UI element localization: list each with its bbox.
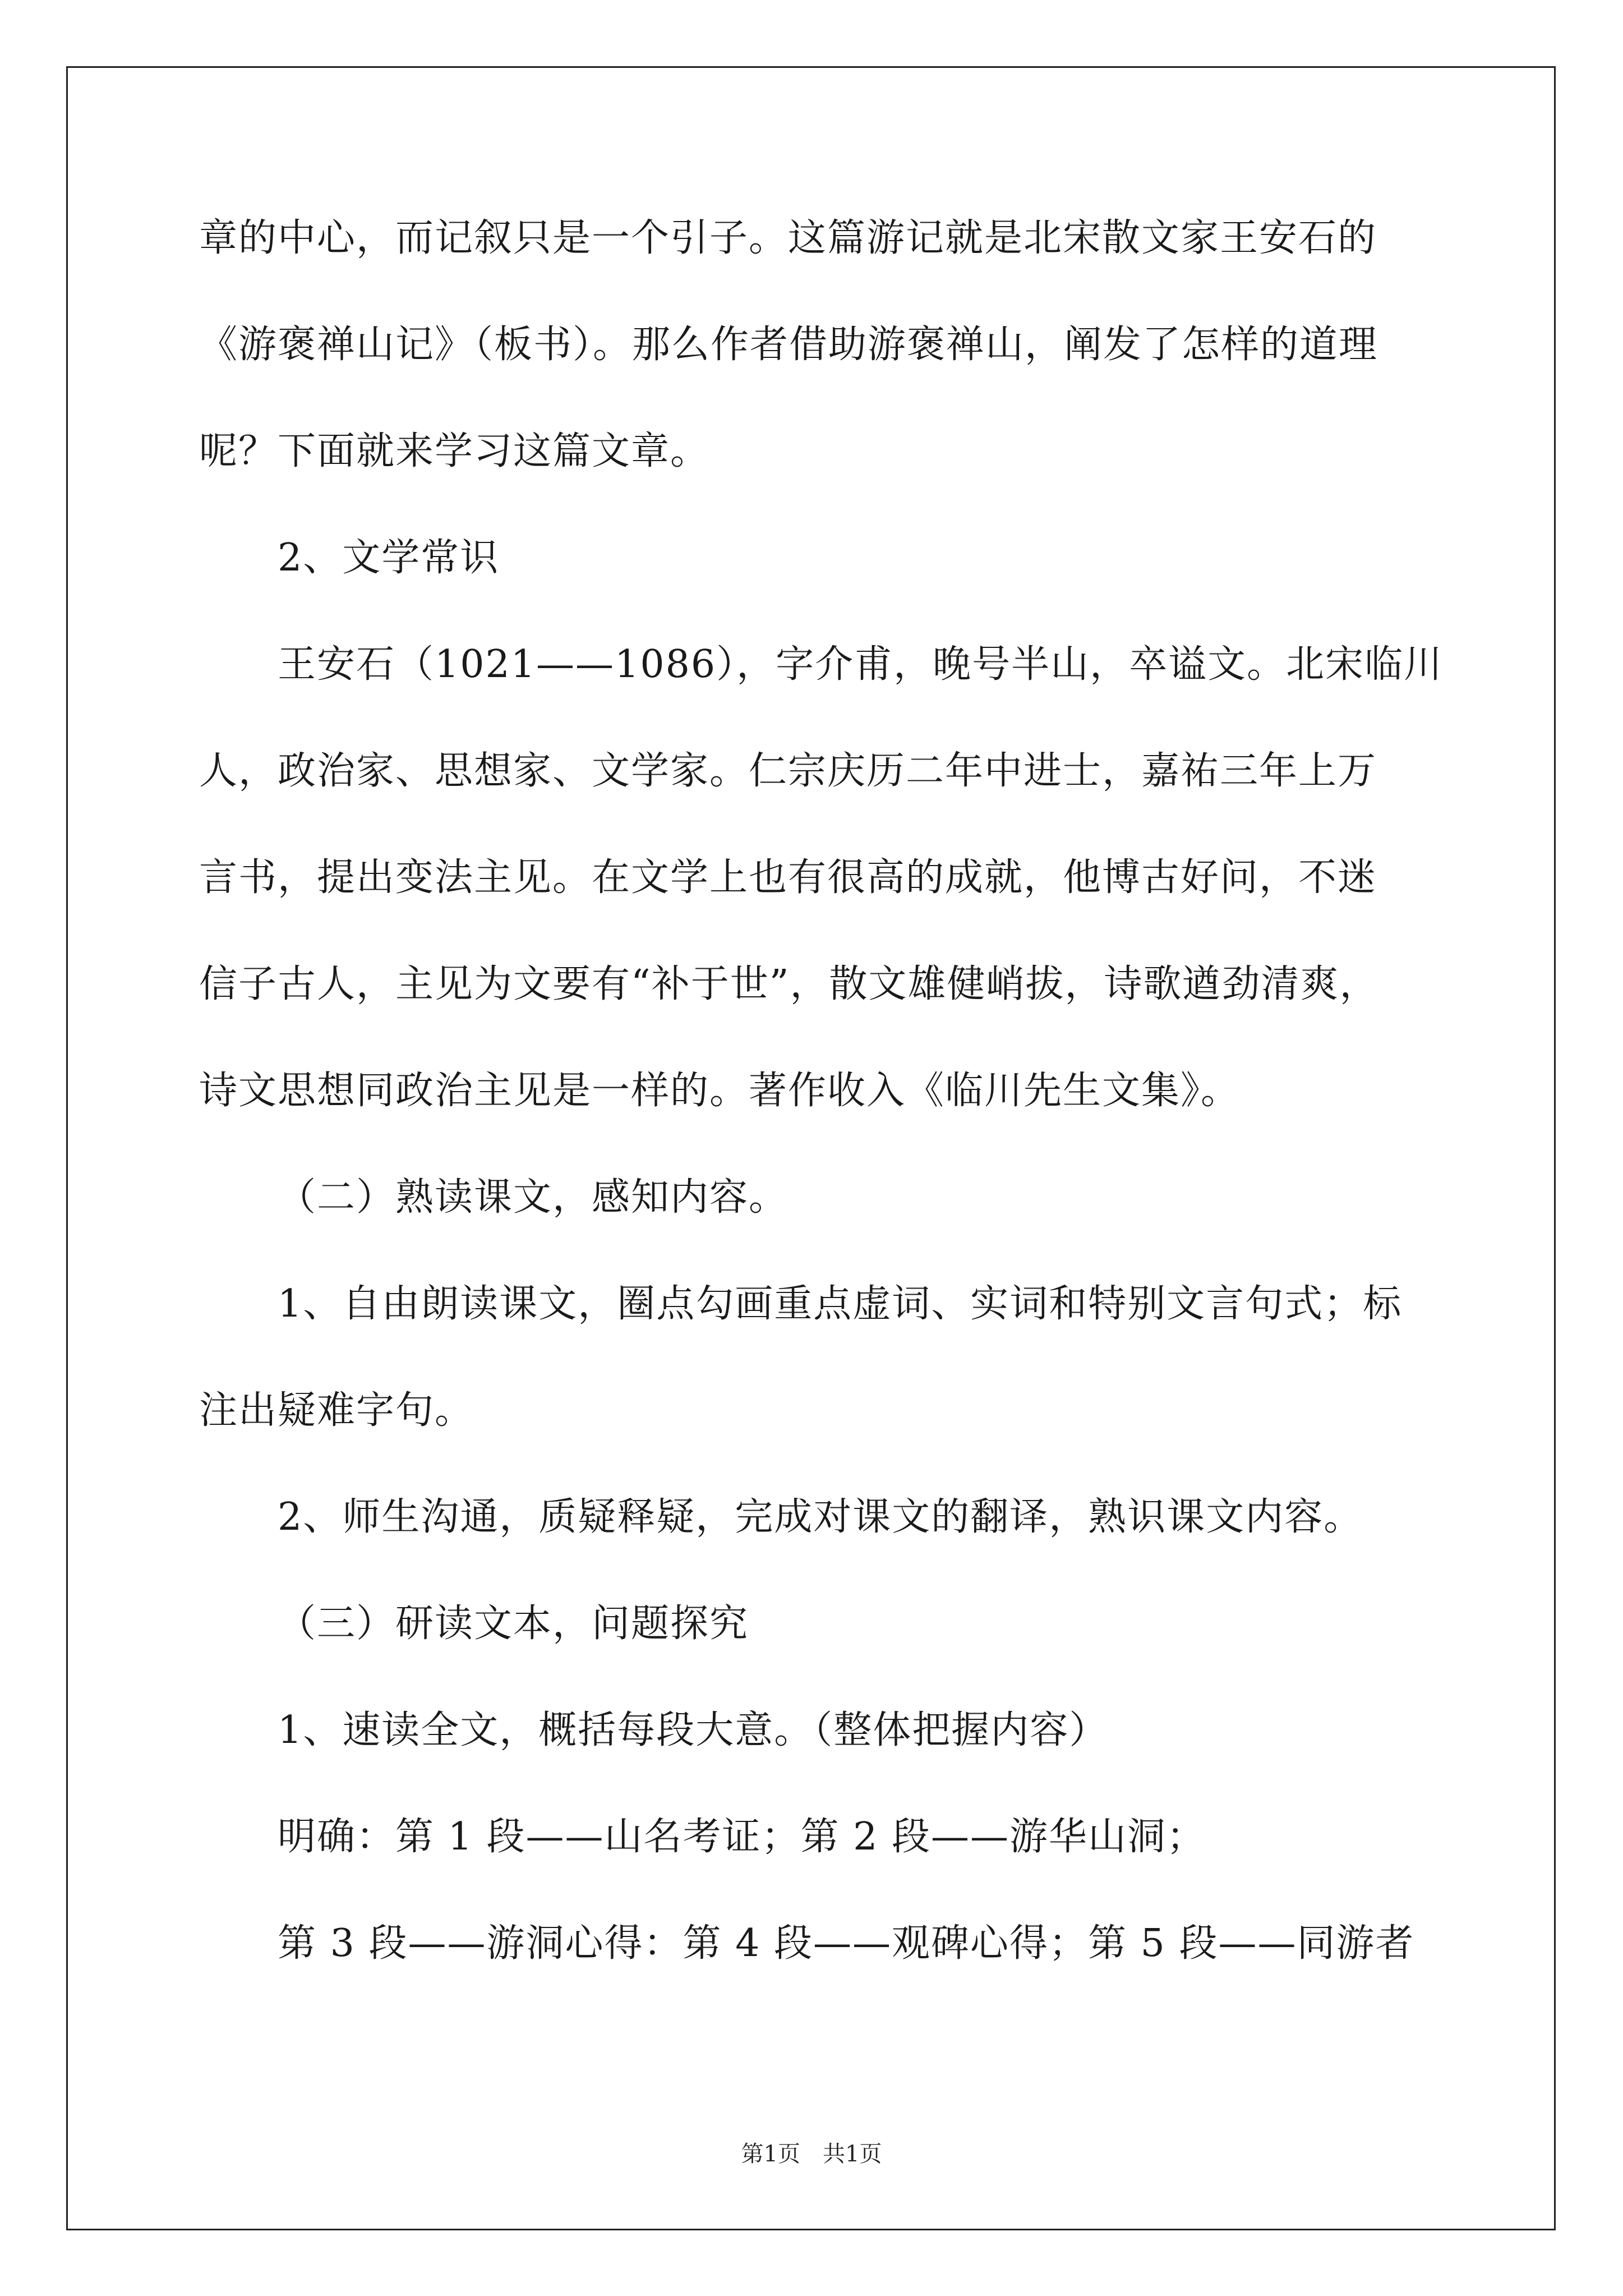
- page-border: [66, 66, 1556, 2230]
- section-heading: （三）研读文本，问题探究: [278, 1602, 749, 1646]
- section-heading: （二）熟读课文，感知内容。: [278, 1175, 789, 1220]
- text-line: 呢？下面就来学习这篇文章。: [199, 429, 710, 473]
- text-line: 1、自由朗读课文，圈点勾画重点虚词、实词和特别文言句式；标: [278, 1282, 1403, 1326]
- text-line: 人，政治家、思想家、文学家。仁宗庆历二年中进士，嘉祐三年上万: [199, 749, 1377, 793]
- text-line: 第 3 段——游洞心得：第 4 段——观碑心得；第 5 段——同游者: [278, 1921, 1415, 1966]
- text-line: 章的中心，而记叙只是一个引子。这篇游记就是北宋散文家王安石的: [199, 216, 1377, 260]
- text-line: 诗文思想同政治主见是一样的。著作收入《临川先生文集》。: [199, 1069, 1241, 1113]
- text-line: 2、师生沟通，质疑释疑，完成对课文的翻译，熟识课文内容。: [278, 1495, 1363, 1539]
- text-line: 明确：第 1 段——山名考证；第 2 段——游华山洞；: [278, 1815, 1206, 1859]
- text-line: 1、速读全文，概括每段大意。（整体把握内容）: [278, 1708, 1109, 1752]
- text-line: 《游褒禅山记》（板书）。那么作者借助游褒禅山，阐发了怎样的道理: [199, 323, 1378, 367]
- text-line: 信子古人，主见为文要有“补于世”，散文雄健峭拔，诗歌遒劲清爽，: [199, 962, 1379, 1006]
- section-heading: 2、文学常识: [278, 536, 500, 580]
- text-line: 言书，提出变法主见。在文学上也有很高的成就，他博古好问，不迷: [199, 855, 1377, 900]
- page-footer: 第1页 共1页: [741, 2141, 882, 2167]
- text-line: 注出疑难字句。: [199, 1388, 474, 1433]
- text-line: 王安石（1021——1086），字介甫，晚号半山，卒谥文。北宋临川: [278, 642, 1444, 687]
